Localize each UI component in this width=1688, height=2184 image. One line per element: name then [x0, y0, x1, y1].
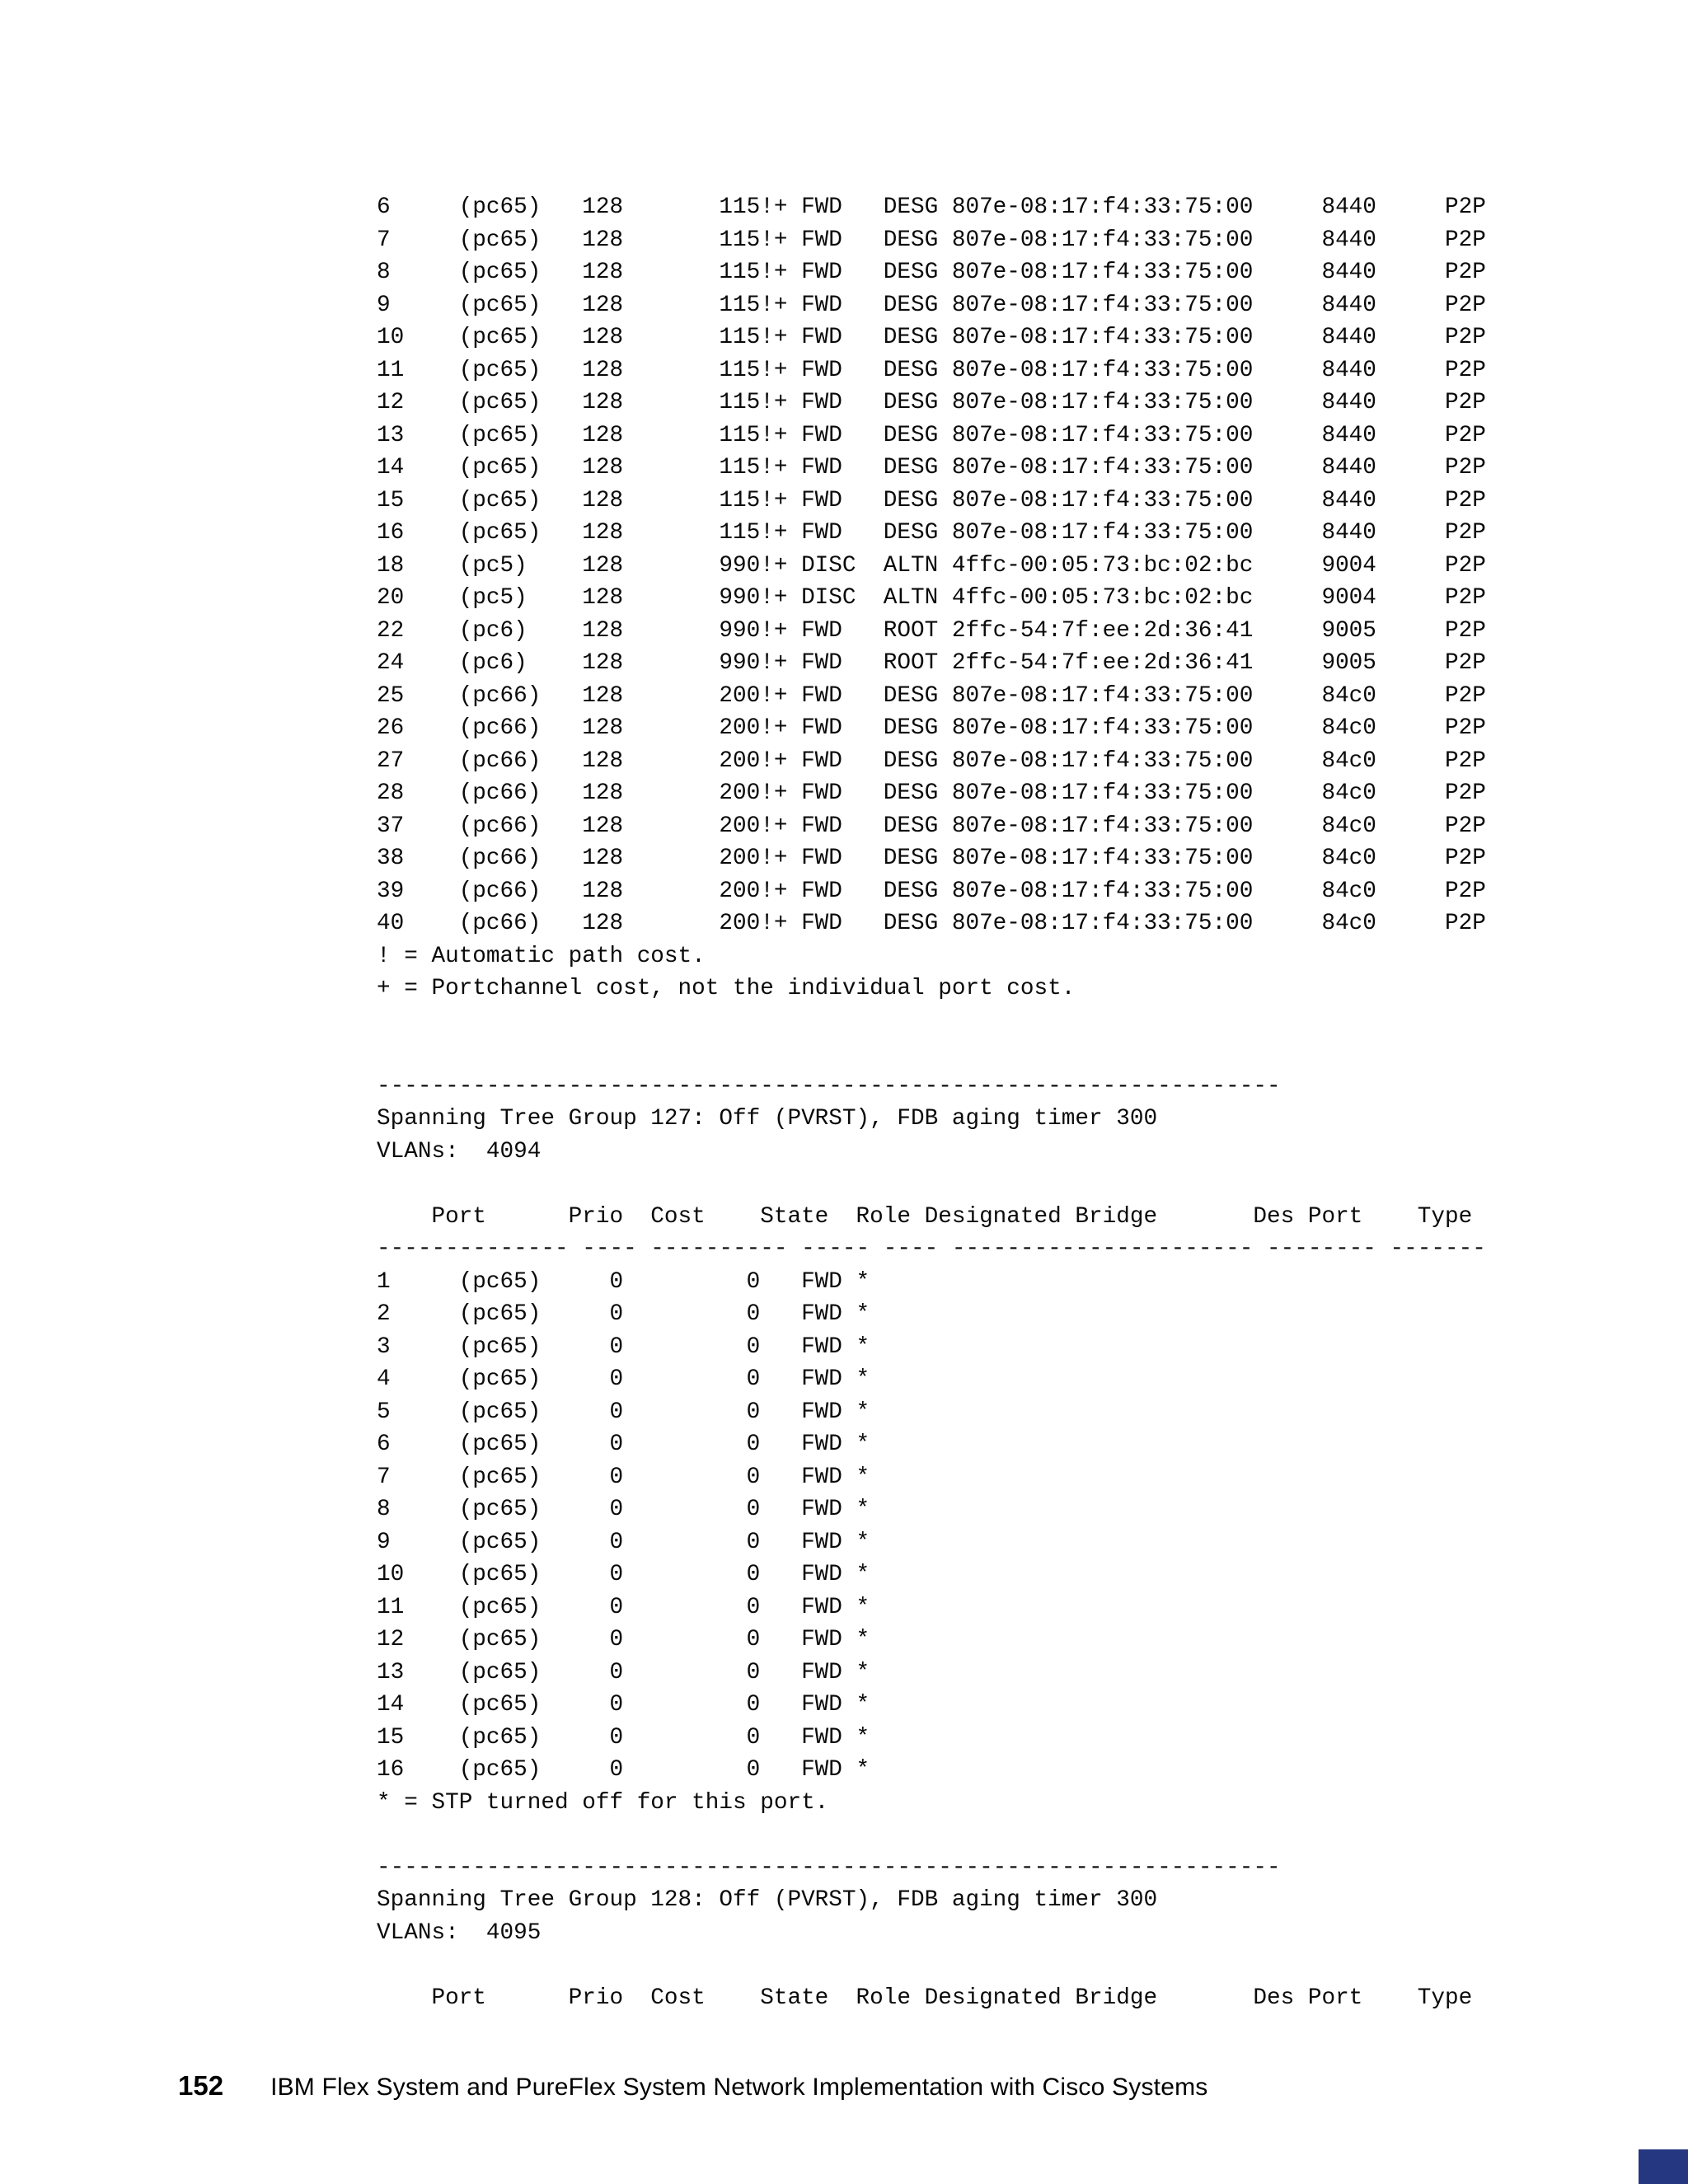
terminal-line: 6 (pc65) 128 115!+ FWD DESG 807e-08:17:f4:33:75:00 8440 P2P — [377, 194, 1486, 220]
terminal-line: 13 (pc65) 128 115!+ FWD DESG 807e-08:17:f4:33:75:00 8440 P2P — [377, 422, 1486, 448]
terminal-line: 18 (pc5) 128 990!+ DISC ALTN 4ffc-00:05:73:bc:02:bc 9004 P2P — [377, 552, 1486, 579]
terminal-line: 16 (pc65) 0 0 FWD * — [377, 1757, 870, 1783]
terminal-line: 2 (pc65) 0 0 FWD * — [377, 1301, 870, 1327]
terminal-line: 3 (pc65) 0 0 FWD * — [377, 1333, 870, 1360]
terminal-line: 13 (pc65) 0 0 FWD * — [377, 1659, 870, 1685]
terminal-line: ------------------------------------------------------------------ — [377, 1854, 1281, 1881]
terminal-line — [377, 1038, 1486, 1071]
terminal-line — [377, 1168, 1486, 1201]
terminal-line: 37 (pc66) 128 200!+ FWD DESG 807e-08:17:f4:33:75:00 84c0 P2P — [377, 813, 1486, 839]
terminal-line: 10 (pc65) 0 0 FWD * — [377, 1562, 870, 1587]
footer-book-title: IBM Flex System and PureFlex System Network Implementation with Cisco Systems — [270, 2074, 1208, 2101]
terminal-line: 38 (pc66) 128 200!+ FWD DESG 807e-08:17:f4:33:75:00 84c0 P2P — [377, 846, 1486, 871]
terminal-line — [377, 1819, 1486, 1852]
terminal-line: 10 (pc65) 128 115!+ FWD DESG 807e-08:17:f4:33:75:00 8440 P2P — [377, 325, 1486, 350]
terminal-line — [377, 1949, 1486, 1982]
page-corner-mark — [1639, 2149, 1688, 2184]
terminal-line: 39 (pc66) 128 200!+ FWD DESG 807e-08:17:f4:33:75:00 84c0 P2P — [377, 878, 1486, 904]
terminal-line: 16 (pc65) 128 115!+ FWD DESG 807e-08:17:f4:33:75:00 8440 P2P — [377, 520, 1486, 546]
terminal-line: Spanning Tree Group 127: Off (PVRST), FDB aging timer 300 — [377, 1106, 1158, 1132]
terminal-line: 11 (pc65) 0 0 FWD * — [377, 1594, 870, 1620]
terminal-line: Port Prio Cost State Role Designated Bridge Des Port Type — [377, 1203, 1473, 1230]
terminal-line: 8 (pc65) 128 115!+ FWD DESG 807e-08:17:f4:33:75:00 8440 P2P — [377, 260, 1486, 285]
terminal-line: 24 (pc6) 128 990!+ FWD ROOT 2ffc-54:7f:ee:2d:36:41 9005 P2P — [377, 650, 1486, 676]
terminal-line: 22 (pc6) 128 990!+ FWD ROOT 2ffc-54:7f:ee:2d:36:41 9005 P2P — [377, 617, 1486, 644]
terminal-line: 25 (pc66) 128 200!+ FWD DESG 807e-08:17:f4:33:75:00 84c0 P2P — [377, 682, 1486, 709]
terminal-line: 11 (pc65) 128 115!+ FWD DESG 807e-08:17:f4:33:75:00 8440 P2P — [377, 357, 1486, 383]
terminal-line: 1 (pc65) 0 0 FWD * — [377, 1268, 870, 1295]
terminal-line: 7 (pc65) 128 115!+ FWD DESG 807e-08:17:f4:33:75:00 8440 P2P — [377, 227, 1486, 253]
terminal-line: 7 (pc65) 0 0 FWD * — [377, 1464, 870, 1490]
terminal-line: 14 (pc65) 128 115!+ FWD DESG 807e-08:17:f4:33:75:00 8440 P2P — [377, 455, 1486, 480]
terminal-line: Port Prio Cost State Role Designated Bridge Des Port Type — [377, 1985, 1473, 2011]
terminal-line: 15 (pc65) 0 0 FWD * — [377, 1724, 870, 1750]
terminal-line: Spanning Tree Group 128: Off (PVRST), FDB aging timer 300 — [377, 1887, 1158, 1913]
terminal-line: 15 (pc65) 128 115!+ FWD DESG 807e-08:17:f4:33:75:00 8440 P2P — [377, 487, 1486, 513]
terminal-line: VLANs: 4094 — [377, 1138, 542, 1165]
page-footer — [178, 2070, 1207, 2102]
terminal-line: ! = Automatic path cost. — [377, 943, 706, 969]
terminal-line: ------------------------------------------------------------------ — [377, 1073, 1281, 1099]
terminal-line — [377, 1005, 1486, 1038]
terminal-line: + = Portchannel cost, not the individual port cost. — [377, 976, 1076, 1001]
terminal-output — [377, 191, 1486, 2014]
page-number: 152 — [178, 2070, 224, 2101]
terminal-line: 26 (pc66) 128 200!+ FWD DESG 807e-08:17:f4:33:75:00 84c0 P2P — [377, 715, 1486, 741]
terminal-line: 40 (pc66) 128 200!+ FWD DESG 807e-08:17:f4:33:75:00 84c0 P2P — [377, 911, 1486, 936]
terminal-line: 28 (pc66) 128 200!+ FWD DESG 807e-08:17:f4:33:75:00 84c0 P2P — [377, 780, 1486, 806]
terminal-line: 4 (pc65) 0 0 FWD * — [377, 1366, 870, 1392]
terminal-line: * = STP turned off for this port. — [377, 1789, 829, 1816]
terminal-line: -------------- ---- ---------- ----- ---- ---------------------- -------- ------- — [377, 1236, 1486, 1262]
terminal-line: VLANs: 4095 — [377, 1919, 542, 1946]
terminal-line: 27 (pc66) 128 200!+ FWD DESG 807e-08:17:f4:33:75:00 84c0 P2P — [377, 748, 1486, 774]
terminal-line: 14 (pc65) 0 0 FWD * — [377, 1692, 870, 1718]
terminal-line: 12 (pc65) 128 115!+ FWD DESG 807e-08:17:f4:33:75:00 8440 P2P — [377, 390, 1486, 415]
terminal-line: 6 (pc65) 0 0 FWD * — [377, 1432, 870, 1457]
terminal-line: 5 (pc65) 0 0 FWD * — [377, 1399, 870, 1425]
terminal-line: 20 (pc5) 128 990!+ DISC ALTN 4ffc-00:05:73:bc:02:bc 9004 P2P — [377, 585, 1486, 611]
terminal-line: 9 (pc65) 0 0 FWD * — [377, 1529, 870, 1555]
terminal-line: 8 (pc65) 0 0 FWD * — [377, 1497, 870, 1522]
terminal-line: 9 (pc65) 128 115!+ FWD DESG 807e-08:17:f4:33:75:00 8440 P2P — [377, 292, 1486, 318]
terminal-line: 12 (pc65) 0 0 FWD * — [377, 1627, 870, 1652]
